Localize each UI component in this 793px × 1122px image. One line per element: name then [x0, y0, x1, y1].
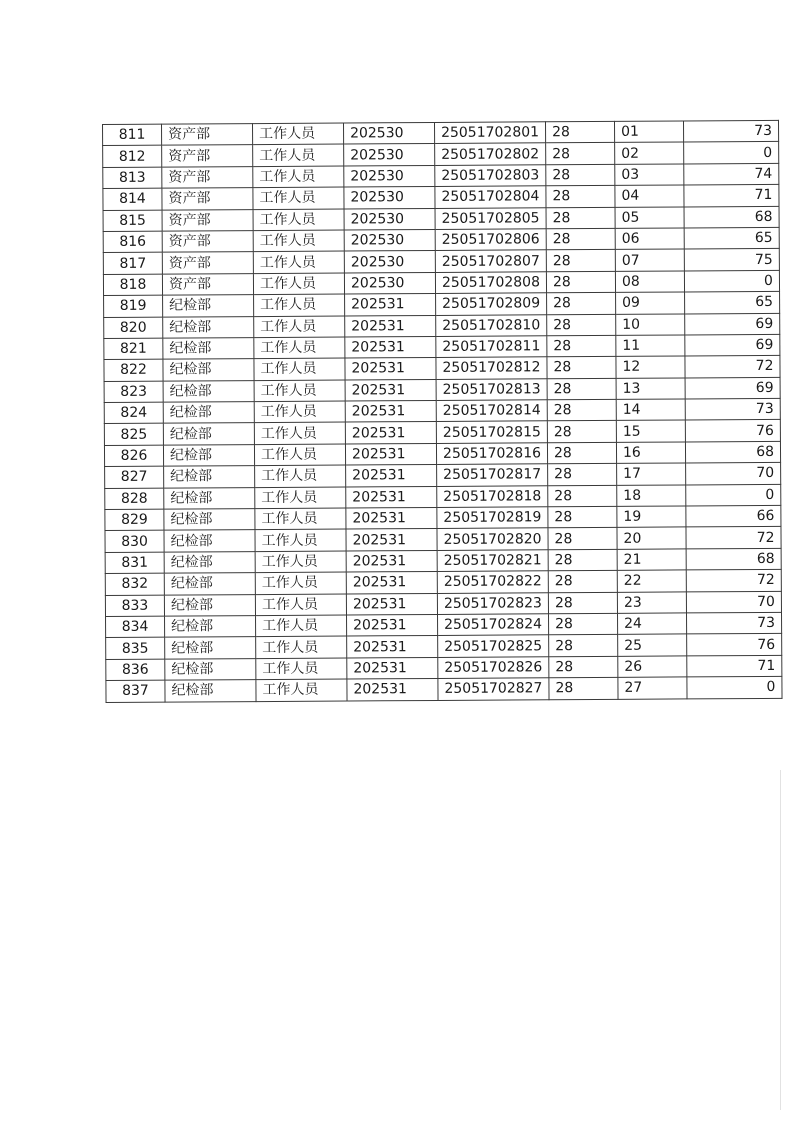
cell-seq: 827 [105, 466, 164, 488]
cell-position: 工作人员 [255, 572, 346, 594]
cell-position-code: 202531 [346, 550, 437, 572]
cell-position: 工作人员 [255, 465, 346, 487]
cell-seq: 821 [104, 338, 163, 360]
cell-seat: 11 [616, 335, 685, 357]
cell-position: 工作人员 [255, 508, 346, 530]
cell-position: 工作人员 [254, 337, 345, 359]
cell-dept: 纪检部 [164, 594, 255, 616]
cell-score: 0 [686, 484, 781, 506]
cell-score: 0 [687, 677, 782, 699]
cell-exam-number: 25051702821 [437, 550, 548, 572]
cell-seat: 17 [617, 463, 686, 485]
cell-seq: 825 [104, 424, 163, 446]
cell-seq: 836 [106, 659, 165, 681]
cell-seat: 13 [616, 378, 685, 400]
cell-seq: 831 [105, 552, 164, 574]
cell-position-code: 202531 [347, 679, 438, 701]
cell-score: 75 [684, 249, 779, 271]
cell-seq: 820 [104, 317, 163, 339]
cell-position-code: 202530 [344, 144, 435, 166]
cell-score: 68 [684, 206, 779, 228]
cell-position: 工作人员 [253, 273, 344, 295]
cell-score: 71 [687, 655, 782, 677]
cell-position: 工作人员 [255, 529, 346, 551]
cell-position-code: 202531 [347, 657, 438, 679]
cell-room: 28 [547, 378, 616, 400]
cell-exam-number: 25051702814 [436, 400, 547, 422]
cell-exam-number: 25051702825 [438, 635, 549, 657]
cell-exam-number: 25051702809 [436, 293, 547, 315]
cell-dept: 资产部 [162, 145, 253, 167]
cell-seat: 20 [617, 527, 686, 549]
cell-seat: 22 [617, 570, 686, 592]
scan-edge-line [780, 770, 781, 1110]
cell-score: 68 [685, 441, 780, 463]
cell-score: 76 [685, 420, 780, 442]
cell-position: 工作人员 [256, 679, 347, 701]
cell-position: 工作人员 [255, 487, 346, 509]
cell-dept: 纪检部 [164, 487, 255, 509]
cell-position: 工作人员 [254, 294, 345, 316]
cell-exam-number: 25051702807 [435, 250, 546, 272]
cell-seq: 813 [103, 167, 162, 189]
cell-dept: 纪检部 [165, 637, 256, 659]
cell-position-code: 202531 [345, 401, 436, 423]
score-table [102, 120, 783, 703]
cell-score: 0 [684, 270, 779, 292]
cell-exam-number: 25051702824 [438, 614, 549, 636]
cell-position-code: 202530 [344, 187, 435, 209]
cell-dept: 纪检部 [163, 337, 254, 359]
cell-position-code: 202531 [345, 443, 436, 465]
cell-seq: 823 [104, 381, 163, 403]
cell-room: 28 [547, 399, 616, 421]
cell-exam-number: 25051702804 [435, 186, 546, 208]
cell-room: 28 [548, 528, 617, 550]
cell-dept: 纪检部 [165, 658, 256, 680]
cell-position-code: 202531 [345, 336, 436, 358]
cell-dept: 纪检部 [164, 509, 255, 531]
cell-exam-number: 25051702820 [437, 528, 548, 550]
cell-seat: 18 [617, 485, 686, 507]
cell-exam-number: 25051702817 [437, 464, 548, 486]
cell-seat: 02 [615, 142, 684, 164]
cell-position: 工作人员 [255, 551, 346, 573]
cell-position-code: 202531 [347, 636, 438, 658]
cell-seq: 814 [103, 188, 162, 210]
cell-position: 工作人员 [253, 123, 344, 145]
cell-score: 71 [684, 185, 779, 207]
cell-position: 工作人员 [254, 358, 345, 380]
cell-seat: 25 [618, 634, 687, 656]
cell-position-code: 202531 [347, 614, 438, 636]
cell-position: 工作人员 [256, 636, 347, 658]
cell-room: 28 [547, 421, 616, 443]
cell-exam-number: 25051702803 [435, 165, 546, 187]
cell-seat: 08 [615, 271, 684, 293]
cell-exam-number: 25051702802 [435, 143, 546, 165]
cell-seat: 21 [617, 549, 686, 571]
table-body [103, 120, 782, 702]
cell-position-code: 202531 [345, 422, 436, 444]
cell-score: 72 [685, 356, 780, 378]
cell-exam-number: 25051702810 [436, 314, 547, 336]
cell-position: 工作人员 [253, 251, 344, 273]
cell-dept: 资产部 [162, 209, 253, 231]
cell-position-code: 202531 [346, 465, 437, 487]
cell-exam-number: 25051702827 [438, 678, 549, 700]
cell-seq: 819 [104, 295, 163, 317]
cell-position: 工作人员 [253, 166, 344, 188]
cell-seq: 829 [105, 509, 164, 531]
cell-room: 28 [547, 357, 616, 379]
cell-room: 28 [548, 506, 617, 528]
cell-room: 28 [546, 186, 615, 208]
cell-score: 68 [686, 548, 781, 570]
cell-seat: 19 [617, 506, 686, 528]
cell-seat: 16 [616, 442, 685, 464]
cell-score: 65 [685, 291, 780, 313]
cell-score: 72 [686, 527, 781, 549]
cell-dept: 纪检部 [165, 616, 256, 638]
cell-exam-number: 25051702823 [437, 592, 548, 614]
cell-seq: 833 [105, 595, 164, 617]
cell-room: 28 [546, 164, 615, 186]
cell-exam-number: 25051702819 [437, 507, 548, 529]
cell-exam-number: 25051702818 [437, 485, 548, 507]
cell-seat: 12 [616, 356, 685, 378]
cell-position-code: 202531 [346, 593, 437, 615]
table-row [106, 677, 782, 703]
cell-seat: 06 [615, 228, 684, 250]
cell-dept: 纪检部 [163, 423, 254, 445]
cell-position: 工作人员 [253, 209, 344, 231]
cell-room: 28 [547, 442, 616, 464]
cell-dept: 纪检部 [165, 680, 256, 702]
cell-room: 28 [549, 678, 618, 700]
cell-seq: 817 [103, 252, 162, 274]
cell-seq: 824 [104, 402, 163, 424]
cell-dept: 资产部 [162, 124, 253, 146]
cell-position: 工作人员 [254, 316, 345, 338]
cell-dept: 资产部 [162, 231, 253, 253]
cell-score: 0 [684, 142, 779, 164]
cell-room: 28 [548, 571, 617, 593]
cell-dept: 纪检部 [163, 316, 254, 338]
cell-score: 72 [686, 570, 781, 592]
cell-position: 工作人员 [254, 444, 345, 466]
cell-score: 76 [687, 634, 782, 656]
cell-room: 28 [546, 207, 615, 229]
cell-position-code: 202531 [345, 379, 436, 401]
cell-seq: 811 [103, 124, 162, 146]
cell-position: 工作人员 [254, 422, 345, 444]
cell-seat: 05 [615, 207, 684, 229]
cell-seat: 14 [616, 399, 685, 421]
cell-exam-number: 25051702815 [436, 421, 547, 443]
cell-exam-number: 25051702812 [436, 357, 547, 379]
cell-position: 工作人员 [253, 230, 344, 252]
cell-seat: 10 [616, 313, 685, 335]
cell-score: 65 [684, 227, 779, 249]
cell-dept: 纪检部 [164, 573, 255, 595]
cell-seq: 815 [103, 210, 162, 232]
cell-room: 28 [548, 613, 617, 635]
cell-position-code: 202531 [345, 358, 436, 380]
cell-position-code: 202530 [343, 122, 434, 144]
cell-dept: 资产部 [162, 166, 253, 188]
cell-exam-number: 25051702811 [436, 336, 547, 358]
cell-seat: 07 [615, 249, 684, 271]
cell-seq: 812 [103, 146, 162, 168]
cell-seq: 835 [106, 638, 165, 660]
cell-exam-number: 25051702816 [436, 443, 547, 465]
cell-seq: 826 [104, 445, 163, 467]
cell-exam-number: 25051702801 [434, 122, 545, 144]
cell-room: 28 [547, 335, 616, 357]
cell-exam-number: 25051702808 [435, 272, 546, 294]
cell-exam-number: 25051702806 [435, 229, 546, 251]
cell-seat: 26 [618, 656, 687, 678]
cell-room: 28 [547, 314, 616, 336]
cell-position: 工作人员 [254, 401, 345, 423]
cell-score: 70 [686, 463, 781, 485]
cell-exam-number: 25051702813 [436, 378, 547, 400]
cell-seq: 830 [105, 531, 164, 553]
cell-score: 73 [685, 398, 780, 420]
cell-position: 工作人员 [253, 144, 344, 166]
cell-dept: 资产部 [162, 188, 253, 210]
cell-dept: 纪检部 [164, 551, 255, 573]
cell-position: 工作人员 [256, 615, 347, 637]
cell-seq: 837 [106, 680, 165, 702]
cell-dept: 纪检部 [164, 530, 255, 552]
cell-score: 70 [686, 591, 781, 613]
cell-position-code: 202531 [346, 486, 437, 508]
cell-seq: 818 [103, 274, 162, 296]
cell-position-code: 202530 [344, 208, 435, 230]
cell-position-code: 202531 [346, 529, 437, 551]
cell-score: 69 [685, 313, 780, 335]
cell-score: 73 [686, 612, 781, 634]
cell-dept: 纪检部 [163, 402, 254, 424]
cell-room: 28 [547, 292, 616, 314]
cell-dept: 纪检部 [163, 380, 254, 402]
cell-seat: 24 [617, 613, 686, 635]
cell-room: 28 [546, 250, 615, 272]
cell-score: 66 [686, 505, 781, 527]
cell-seat: 03 [615, 164, 684, 186]
cell-room: 28 [549, 635, 618, 657]
cell-room: 28 [549, 656, 618, 678]
cell-dept: 资产部 [162, 252, 253, 274]
cell-position-code: 202530 [344, 251, 435, 273]
cell-seq: 832 [105, 573, 164, 595]
cell-position-code: 202531 [346, 507, 437, 529]
cell-room: 28 [545, 121, 614, 143]
cell-exam-number: 25051702822 [437, 571, 548, 593]
cell-position: 工作人员 [253, 187, 344, 209]
cell-score: 73 [683, 120, 778, 142]
cell-position-code: 202530 [344, 272, 435, 294]
cell-position: 工作人员 [256, 658, 347, 680]
cell-dept: 纪检部 [163, 444, 254, 466]
cell-seq: 834 [106, 616, 165, 638]
cell-position: 工作人员 [255, 594, 346, 616]
cell-room: 28 [548, 592, 617, 614]
cell-seq: 816 [103, 231, 162, 253]
cell-position-code: 202531 [346, 572, 437, 594]
cell-room: 28 [546, 143, 615, 165]
cell-exam-number: 25051702805 [435, 207, 546, 229]
cell-seat: 01 [614, 121, 683, 143]
cell-seq: 828 [105, 488, 164, 510]
cell-dept: 纪检部 [164, 466, 255, 488]
cell-dept: 纪检部 [163, 295, 254, 317]
cell-position-code: 202531 [345, 294, 436, 316]
cell-seat: 04 [615, 185, 684, 207]
cell-seat: 09 [616, 292, 685, 314]
cell-seq: 822 [104, 359, 163, 381]
cell-room: 28 [546, 271, 615, 293]
cell-score: 74 [684, 163, 779, 185]
cell-score: 69 [685, 377, 780, 399]
cell-room: 28 [548, 464, 617, 486]
cell-room: 28 [548, 549, 617, 571]
cell-position-code: 202530 [344, 165, 435, 187]
cell-room: 28 [546, 228, 615, 250]
cell-score: 69 [685, 334, 780, 356]
cell-dept: 纪检部 [163, 359, 254, 381]
cell-exam-number: 25051702826 [438, 657, 549, 679]
cell-dept: 资产部 [162, 273, 253, 295]
cell-position-code: 202530 [344, 229, 435, 251]
cell-seat: 27 [618, 677, 687, 699]
cell-seat: 15 [616, 420, 685, 442]
cell-room: 28 [548, 485, 617, 507]
cell-position-code: 202531 [345, 315, 436, 337]
cell-position: 工作人员 [254, 380, 345, 402]
cell-seat: 23 [617, 592, 686, 614]
